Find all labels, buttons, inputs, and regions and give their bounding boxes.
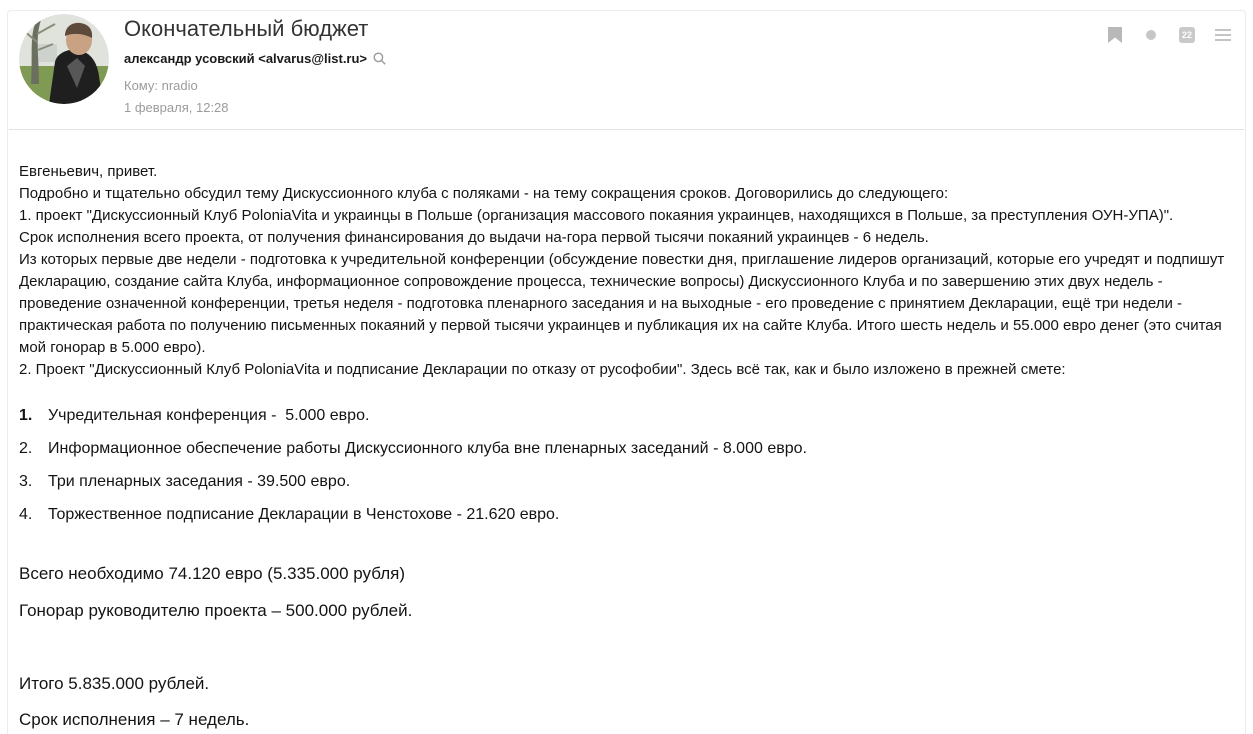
calendar-icon[interactable] bbox=[1179, 27, 1195, 43]
list-item bbox=[19, 505, 1239, 525]
bookmark-icon[interactable] bbox=[1107, 27, 1123, 43]
list-item bbox=[19, 472, 1239, 492]
total-line: Итого 5.835.000 рублей. bbox=[19, 674, 210, 693]
list-item-text: Торжественное подписание Декларации в Ченстохове - 21.620 евро. bbox=[48, 506, 560, 523]
body-paragraph: Подробно и тщательно обсудил тему Дискуссионного клуба с поляками - на тему сокращения сроков. Договорились до следующего: bbox=[19, 185, 949, 202]
sender-name-email[interactable]: александр усовский <alvarus@list.ru> bbox=[124, 51, 368, 66]
email-card bbox=[7, 10, 1246, 734]
sender-avatar[interactable] bbox=[19, 14, 109, 104]
message-body bbox=[19, 161, 1239, 381]
calendar-badge: 22 bbox=[1179, 27, 1195, 43]
list-item-text: Учредительная конференция - 5.000 евро. bbox=[48, 407, 370, 424]
totals-section bbox=[19, 564, 1239, 730]
email-subject: Окончательный бюджет bbox=[124, 16, 369, 41]
total-line: Гонорар руководителю проекта – 500.000 рублей. bbox=[19, 601, 413, 620]
budget-list bbox=[19, 406, 1239, 538]
list-item bbox=[19, 439, 1239, 459]
header-divider bbox=[9, 129, 1244, 130]
search-icon[interactable] bbox=[373, 52, 386, 65]
list-item-text: Три пленарных заседания - 39.500 евро. bbox=[48, 473, 351, 490]
body-paragraph: 1. проект "Дискуссионный Клуб PoloniaVita и украинцы в Польше (организация массового покаяния украинцев, находящихся в Польше, за преступления ОУН-УПА)". bbox=[19, 207, 1174, 224]
list-marker: 1. bbox=[19, 407, 33, 424]
date-line: 1 февраля, 12:28 bbox=[124, 100, 229, 115]
list-marker: 4. bbox=[19, 506, 33, 523]
header-toolbar bbox=[1107, 27, 1231, 43]
dot-icon[interactable] bbox=[1143, 27, 1159, 43]
avatar-photo bbox=[19, 14, 109, 104]
body-paragraph: 2. Проект "Дискуссионный Клуб PoloniaVita и подписание Декларации по отказу от русофобии". Здесь всё так, как и было изложено в прежней смете: bbox=[19, 361, 1066, 378]
list-item bbox=[19, 406, 1239, 426]
list-item-text: Информационное обеспечение работы Дискуссионного клуба вне пленарных заседаний - 8.000 евро. bbox=[48, 440, 807, 457]
total-line: Всего необходимо 74.120 евро (5.335.000 рубля) bbox=[19, 564, 406, 583]
body-paragraph: Из которых первые две недели - подготовка к учредительной конференции (обсуждение повестки дня, приглашение лидеров организаций, которые его учредят и подпишут Декларацию, создание сайта Клуба, информационное сопровождение процесса, технические вопросы) Дискуссионного Клуба и по завершению этих двух недель - проведение означенной конференции, третья неделя - подготовка пленарного заседания и на выходные - его проведение с принятием Декларации, ещё три недели - практическая работа по получению письменных покаяний у первой тысячи украинцев и публикация их на сайте Клуба. Итого шесть недель и 55.000 евро денег (это считая мой гонорар в 5.000 евро). bbox=[19, 251, 1225, 356]
list-marker: 3. bbox=[19, 473, 33, 490]
hamburger-menu-icon[interactable] bbox=[1215, 27, 1231, 43]
body-paragraph: Евгеньевич, привет. bbox=[19, 163, 158, 180]
total-line: Срок исполнения – 7 недель. bbox=[19, 710, 250, 729]
body-paragraph: Срок исполнения всего проекта, от получения финансирования до выдачи на-гора первой тысячи покаяний украинцев - 6 недель. bbox=[19, 229, 929, 246]
recipient-line[interactable]: Кому: nradio bbox=[124, 78, 198, 93]
list-marker: 2. bbox=[19, 440, 33, 457]
